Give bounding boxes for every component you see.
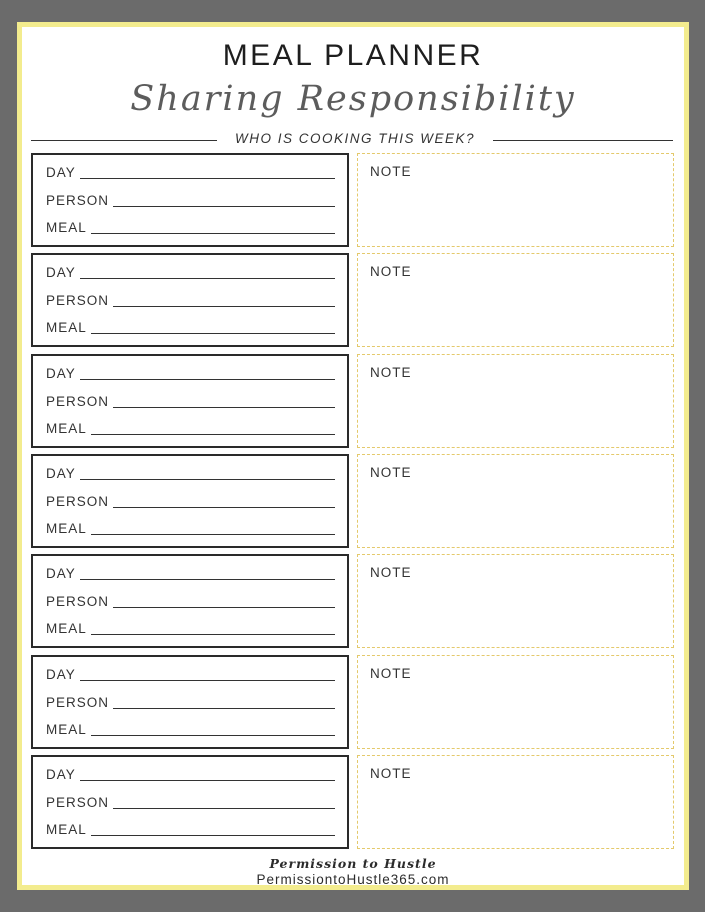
person-write-line[interactable] [113,808,335,809]
day-write-line[interactable] [80,278,335,279]
person-label: PERSON [46,293,110,308]
day-entry-box [31,253,349,347]
person-label: PERSON [46,193,110,208]
day-write-line[interactable] [80,780,335,781]
day-label: DAY [46,566,76,581]
meal-label: MEAL [46,621,87,636]
meal-field[interactable] [46,319,335,335]
meal-write-line[interactable] [91,534,335,535]
meal-write-line[interactable] [91,333,335,334]
meal-write-line[interactable] [91,434,335,435]
day-field[interactable] [46,465,335,481]
day-entry-box [31,655,349,749]
meal-write-line[interactable] [91,233,335,234]
day-label: DAY [46,767,76,782]
meal-label: MEAL [46,220,87,235]
person-label: PERSON [46,594,110,609]
divider-right [493,140,673,141]
day-field[interactable] [46,365,335,381]
day-entry-box [31,554,349,648]
note-box[interactable] [357,253,674,347]
footer-brand: Permission to Hustle [269,856,437,871]
note-label: NOTE [370,666,412,681]
note-label: NOTE [370,465,412,480]
person-label: PERSON [46,795,110,810]
note-box[interactable] [357,454,674,548]
day-field[interactable] [46,565,335,581]
day-entry-box [31,755,349,849]
meal-label: MEAL [46,822,87,837]
page-subtitle: Sharing Responsibility [130,79,576,119]
day-entry-box [31,454,349,548]
person-label: PERSON [46,494,110,509]
meal-field[interactable] [46,420,335,436]
meal-label: MEAL [46,722,87,737]
day-write-line[interactable] [80,178,335,179]
page-title: MEAL PLANNER [222,39,484,72]
meal-field[interactable] [46,219,335,235]
person-field[interactable] [46,593,335,609]
note-box[interactable] [357,554,674,648]
note-box[interactable] [357,153,674,247]
meal-write-line[interactable] [91,634,335,635]
planner-page [22,27,684,885]
day-entry-box [31,153,349,247]
day-write-line[interactable] [80,379,335,380]
divider-left [31,140,217,141]
meal-field[interactable] [46,821,335,837]
person-label: PERSON [46,394,110,409]
note-label: NOTE [370,766,412,781]
person-write-line[interactable] [113,206,335,207]
day-label: DAY [46,466,76,481]
person-field[interactable] [46,694,335,710]
week-question: WHO IS COOKING THIS WEEK? [234,131,476,146]
note-label: NOTE [370,164,412,179]
person-write-line[interactable] [113,607,335,608]
day-field[interactable] [46,264,335,280]
meal-label: MEAL [46,421,87,436]
meal-field[interactable] [46,620,335,636]
meal-field[interactable] [46,721,335,737]
note-label: NOTE [370,264,412,279]
person-write-line[interactable] [113,407,335,408]
meal-label: MEAL [46,521,87,536]
day-label: DAY [46,366,76,381]
person-write-line[interactable] [113,507,335,508]
note-box[interactable] [357,755,674,849]
day-label: DAY [46,165,76,180]
person-write-line[interactable] [113,708,335,709]
note-box[interactable] [357,655,674,749]
meal-write-line[interactable] [91,735,335,736]
person-field[interactable] [46,393,335,409]
note-label: NOTE [370,565,412,580]
person-field[interactable] [46,292,335,308]
day-field[interactable] [46,666,335,682]
footer-url: PermissiontoHustle365.com [256,872,450,887]
day-field[interactable] [46,164,335,180]
meal-write-line[interactable] [91,835,335,836]
day-label: DAY [46,265,76,280]
day-label: DAY [46,667,76,682]
day-write-line[interactable] [80,479,335,480]
note-label: NOTE [370,365,412,380]
day-write-line[interactable] [80,579,335,580]
person-field[interactable] [46,192,335,208]
person-field[interactable] [46,493,335,509]
meal-label: MEAL [46,320,87,335]
planner-sheet [17,22,689,890]
person-field[interactable] [46,794,335,810]
note-box[interactable] [357,354,674,448]
day-write-line[interactable] [80,680,335,681]
meal-field[interactable] [46,520,335,536]
person-label: PERSON [46,695,110,710]
person-write-line[interactable] [113,306,335,307]
day-field[interactable] [46,766,335,782]
day-entry-box [31,354,349,448]
